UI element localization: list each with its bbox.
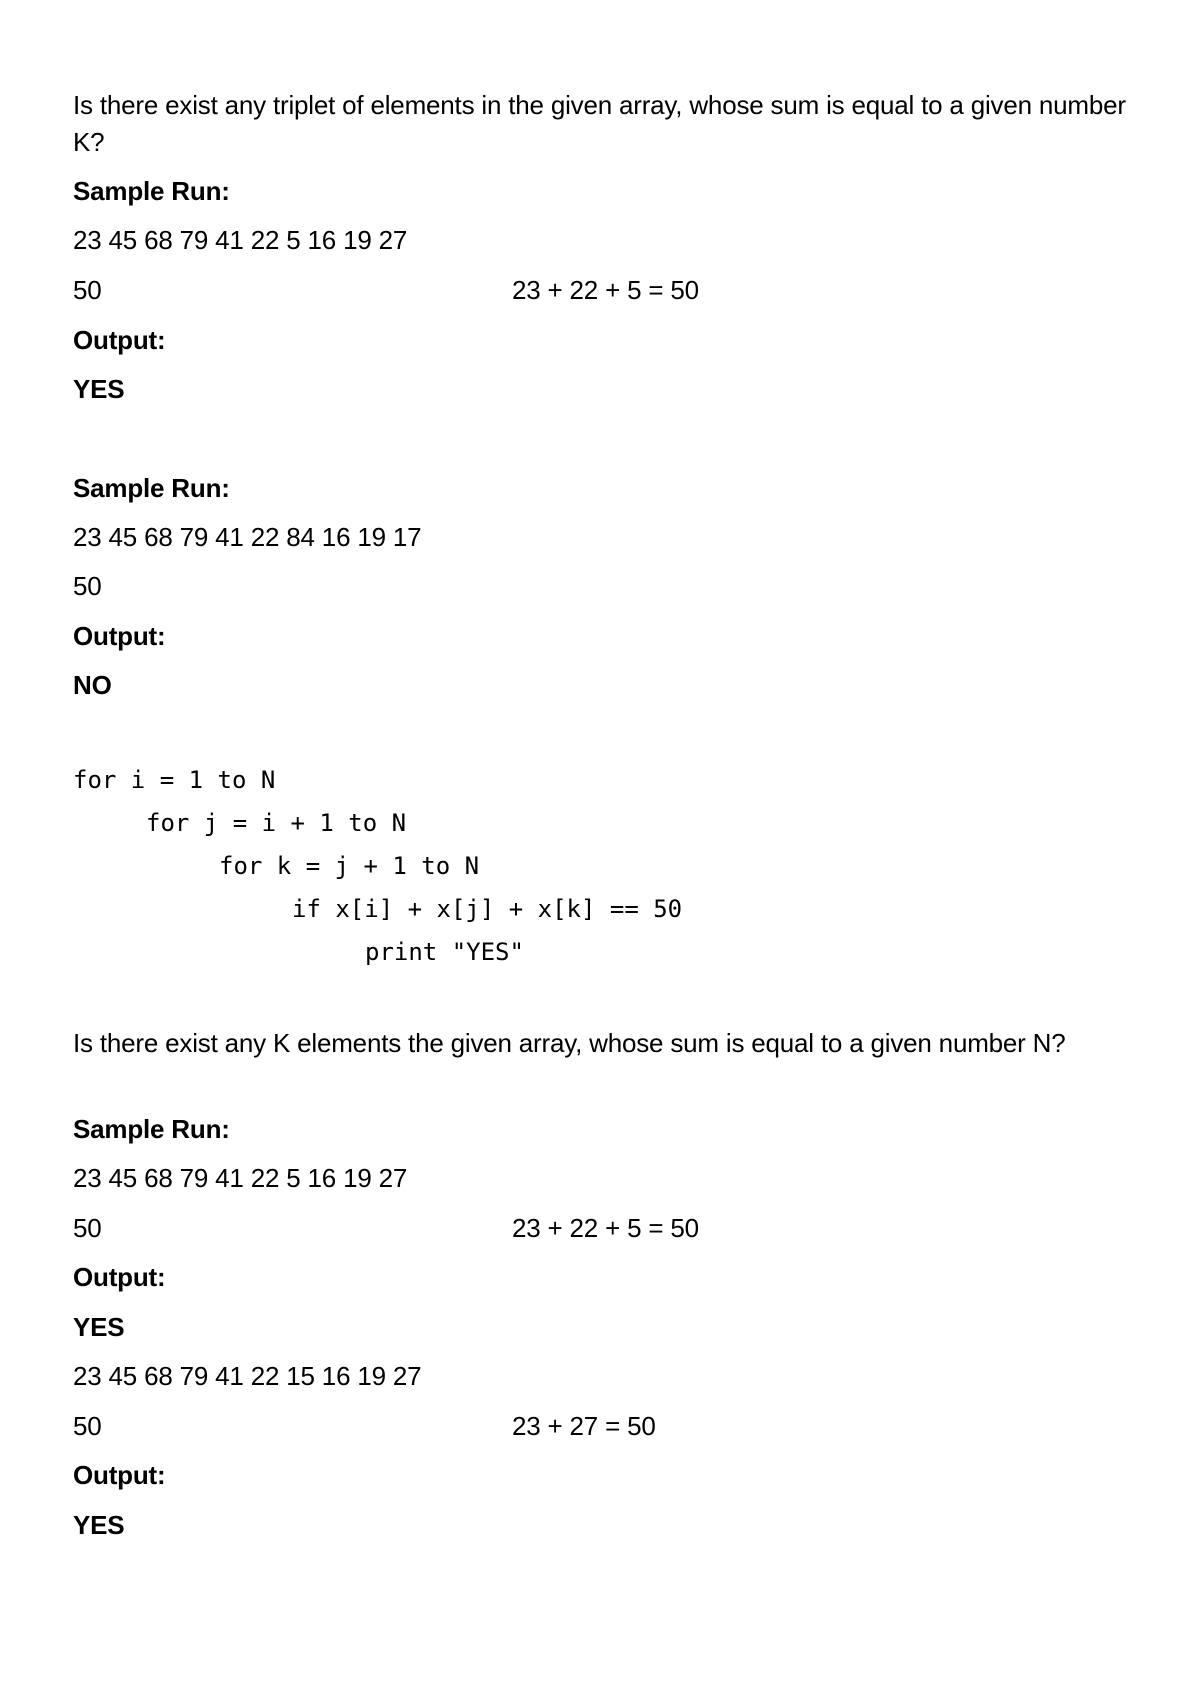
problem2-run2-output-label: Output: xyxy=(73,1460,166,1490)
code-line-4: if x[i] + x[j] + x[k] == 50 xyxy=(292,895,683,923)
code-line-2: for j = i + 1 to N xyxy=(146,809,407,837)
code-line-3: for k = j + 1 to N xyxy=(219,852,480,880)
problem1-run2-array: 23 45 68 79 41 22 84 16 19 17 xyxy=(73,522,422,552)
problem1-run1-k: 50 xyxy=(73,275,102,305)
problem2-run1-output-label: Output: xyxy=(73,1262,166,1292)
problem2-run2-array: 23 45 68 79 41 22 15 16 19 27 xyxy=(73,1361,422,1391)
problem1-run1-output: YES xyxy=(73,374,125,404)
problem1-run2-output: NO xyxy=(73,670,112,700)
problem1-question: Is there exist any triplet of elements in the given array, whose sum is equal to a given number K? xyxy=(73,90,1126,157)
problem2-run2-explanation: 23 + 27 = 50 xyxy=(512,1411,656,1441)
problem2-run1-explanation: 23 + 22 + 5 = 50 xyxy=(512,1213,699,1243)
problem2-run1-heading: Sample Run: xyxy=(73,1114,230,1144)
problem2-run2-output: YES xyxy=(73,1510,125,1540)
problem1-run1-heading: Sample Run: xyxy=(73,176,230,206)
problem1-run1-array: 23 45 68 79 41 22 5 16 19 27 xyxy=(73,225,408,255)
problem1-run2-output-label: Output: xyxy=(73,621,166,651)
problem2-run1-output: YES xyxy=(73,1312,125,1342)
problem2-run2-n: 50 xyxy=(73,1411,102,1441)
problem2-question: Is there exist any K elements the given array, whose sum is equal to a given number N? xyxy=(73,1028,1066,1058)
problem1-run1-output-label: Output: xyxy=(73,325,166,355)
problem1-run2-heading: Sample Run: xyxy=(73,473,230,503)
code-line-1: for i = 1 to N xyxy=(73,766,276,794)
code-line-5: print "YES" xyxy=(365,938,524,966)
problem1-run1-explanation: 23 + 22 + 5 = 50 xyxy=(512,275,699,305)
problem2-run1-n: 50 xyxy=(73,1213,102,1243)
problem1-run2-k: 50 xyxy=(73,571,102,601)
problem2-run1-array: 23 45 68 79 41 22 5 16 19 27 xyxy=(73,1163,408,1193)
